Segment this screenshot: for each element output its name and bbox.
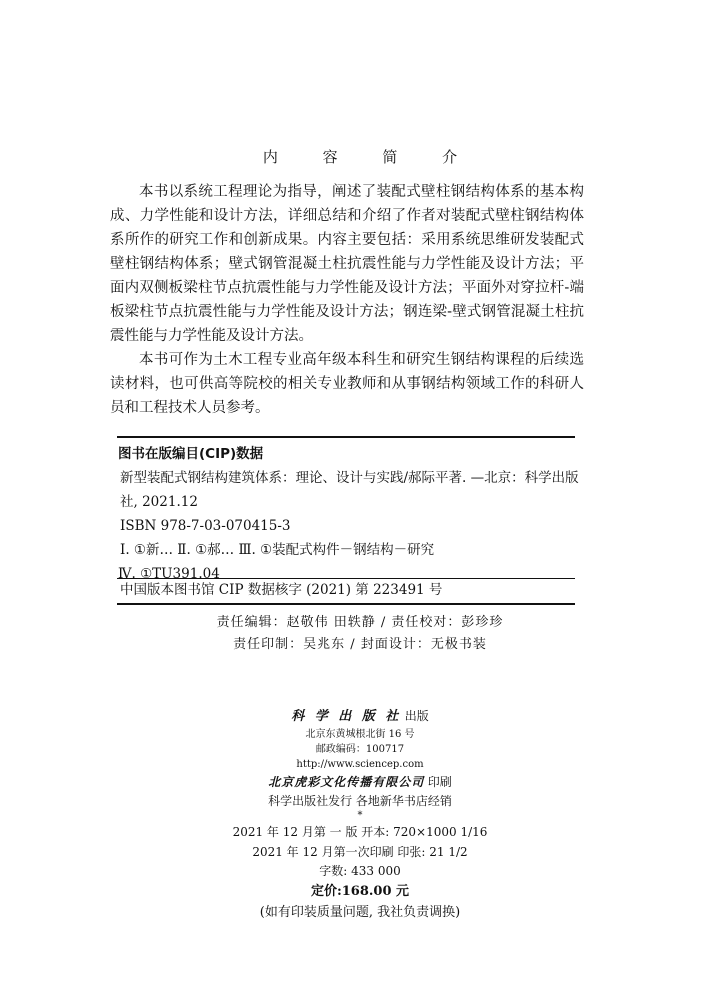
price: 定价:168.00 元 bbox=[310, 884, 410, 899]
cip-top-rule bbox=[117, 436, 575, 438]
cip-block bbox=[118, 442, 584, 586]
publication-block bbox=[0, 706, 720, 923]
publisher-url: http://www.sciencep.com bbox=[296, 759, 424, 770]
publisher-address: 北京东黄城根北街 16 号 bbox=[305, 729, 415, 740]
page-title: 内 容 简 介 bbox=[262, 148, 478, 166]
cip-isbn: ISBN 978-7-03-070415-3 bbox=[120, 518, 291, 534]
publisher-line bbox=[0, 706, 720, 727]
printing-line: 2021 年 12 月第一次印刷 印张: 21 1/2 bbox=[252, 845, 468, 859]
publisher-postcode: 邮政编码：100717 bbox=[315, 744, 405, 755]
publisher-suffix: 出版 bbox=[404, 709, 429, 723]
distribution-line: 科学出版社发行 各地新华书店经销 bbox=[268, 794, 452, 808]
cip-record-number: 中国版本图书馆 CIP 数据核字 (2021) 第 223491 号 bbox=[120, 582, 443, 598]
intro-section bbox=[110, 180, 584, 420]
word-count: 字数: 433 000 bbox=[319, 864, 401, 878]
credits-editors: 责任编辑：赵敬伟 田轶静 / 责任校对：彭珍珍 bbox=[216, 615, 504, 630]
cip-heading: 图书在版编目(CIP)数据 bbox=[118, 446, 264, 462]
quality-note: (如有印装质量问题, 我社负责调换) bbox=[259, 905, 461, 920]
printer-line bbox=[0, 772, 720, 793]
printer-name: 北京虎彩文化传播有限公司 bbox=[268, 775, 425, 789]
cip-classification-2: Ⅳ. ①TU391.04 bbox=[118, 566, 220, 582]
credits-production: 责任印制：吴兆东 / 封面设计：无极书装 bbox=[233, 637, 487, 652]
credits-block bbox=[0, 612, 720, 656]
cip-bibliographic-line: 新型装配式钢结构建筑体系：理论、设计与实践/郝际平著. —北京：科学出版社, 2021.12 bbox=[120, 470, 579, 510]
edition-line: 2021 年 12 月第 一 版 开本: 720×1000 1/16 bbox=[232, 825, 488, 839]
cip-classification-1: Ⅰ. ①新… Ⅱ. ①郝… Ⅲ. ①装配式构件－钢结构－研究 bbox=[120, 542, 435, 558]
printer-suffix: 印刷 bbox=[427, 775, 452, 789]
intro-paragraph-1: 本书以系统工程理论为指导，阐述了装配式壁柱钢结构体系的基本构成、力学性能和设计方法，详细总结和介绍了作者对装配式壁柱钢结构体系所作的研究工作和创新成果。内容主要包括：采用系统思维研发装配式壁柱钢结构体系；壁式钢管混凝土柱抗震性能与力学性能及设计方法；平面内双侧板梁柱节点抗震性能与力学性能及设计方法；平面外对穿拉杆-端板梁柱节点抗震性能与力学性能及设计方法；钢连梁-壁式钢管混凝土柱抗震性能与力学性能及设计方法。 bbox=[110, 184, 584, 344]
cip-bottom-rule bbox=[117, 603, 575, 605]
separator-star: * bbox=[357, 810, 363, 821]
intro-paragraph-2: 本书可作为土木工程专业高年级本科生和研究生钢结构课程的后续选读材料，也可供高等院校的相关专业教师和从事钢结构领域工作的科研人员和工程技术人员参考。 bbox=[110, 352, 584, 416]
publisher-name: 科 学 出 版 社 bbox=[291, 709, 402, 724]
